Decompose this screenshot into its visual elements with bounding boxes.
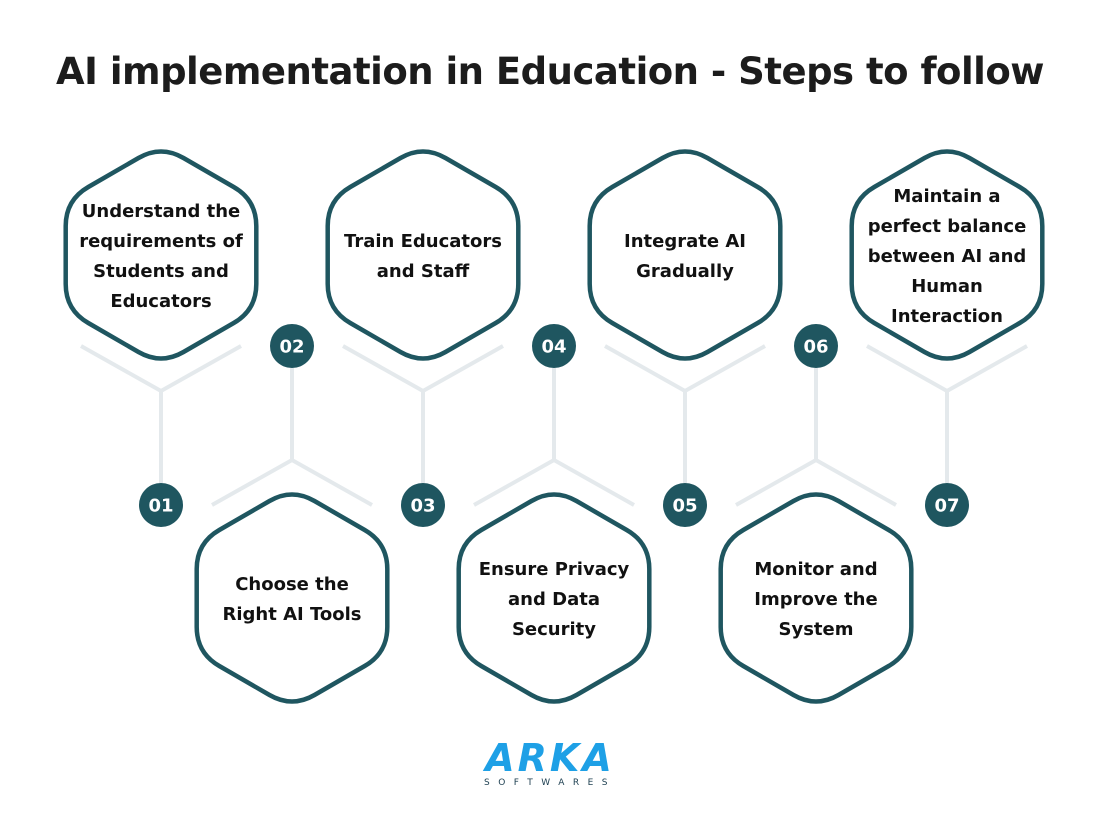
arka-logo — [450, 736, 650, 796]
step-4-number: 04 — [541, 336, 567, 358]
step-3-text-line: Train Educators — [344, 231, 502, 252]
step-6-text-line: System — [778, 619, 854, 640]
hexagon-step-2 — [197, 495, 388, 702]
step-7-number: 07 — [934, 495, 960, 517]
step-6-text-line: Improve the — [754, 589, 878, 610]
step-4-text-line: Ensure Privacy — [478, 559, 630, 580]
step-5-text-line: Gradually — [636, 261, 734, 282]
step-2-text-line: Right AI Tools — [222, 604, 362, 625]
logo-wordmark: ARKA — [485, 736, 615, 780]
step-5-text-line: Integrate AI — [624, 231, 746, 252]
step-3-text-line: and Staff — [376, 261, 470, 282]
step-2-text-line: Choose the — [235, 574, 349, 595]
step-1-text-line: Students and — [93, 261, 229, 282]
step-6-number: 06 — [803, 336, 829, 358]
step-1-number: 01 — [148, 495, 174, 517]
hexagon-step-1 — [66, 152, 257, 359]
step-7-text-line: Human — [911, 276, 983, 297]
step-7-text-line: perfect balance — [867, 216, 1027, 237]
step-2-number: 02 — [279, 336, 305, 358]
step-7-text-line: Interaction — [891, 306, 1003, 327]
hexagon-step-5 — [590, 152, 781, 359]
step-1-text-line: requirements of — [79, 231, 243, 252]
connector-lines — [81, 346, 1027, 505]
step-6-text-line: Monitor and — [754, 559, 878, 580]
hexagon-step-3 — [328, 152, 519, 359]
step-7-text-line: Maintain a — [893, 186, 1001, 207]
step-3-number: 03 — [410, 495, 436, 517]
step-1-text-line: Educators — [110, 291, 212, 312]
step-4-text-line: and Data — [508, 589, 600, 610]
step-5-number: 05 — [672, 495, 698, 517]
step-7-text-line: between AI and — [867, 246, 1027, 267]
page-title: AI implementation in Education - Steps to follow — [56, 50, 1044, 93]
logo-tagline: SOFTWARES — [483, 778, 617, 788]
step-1-text-line: Understand the — [81, 201, 241, 222]
step-4-text-line: Security — [511, 619, 597, 640]
